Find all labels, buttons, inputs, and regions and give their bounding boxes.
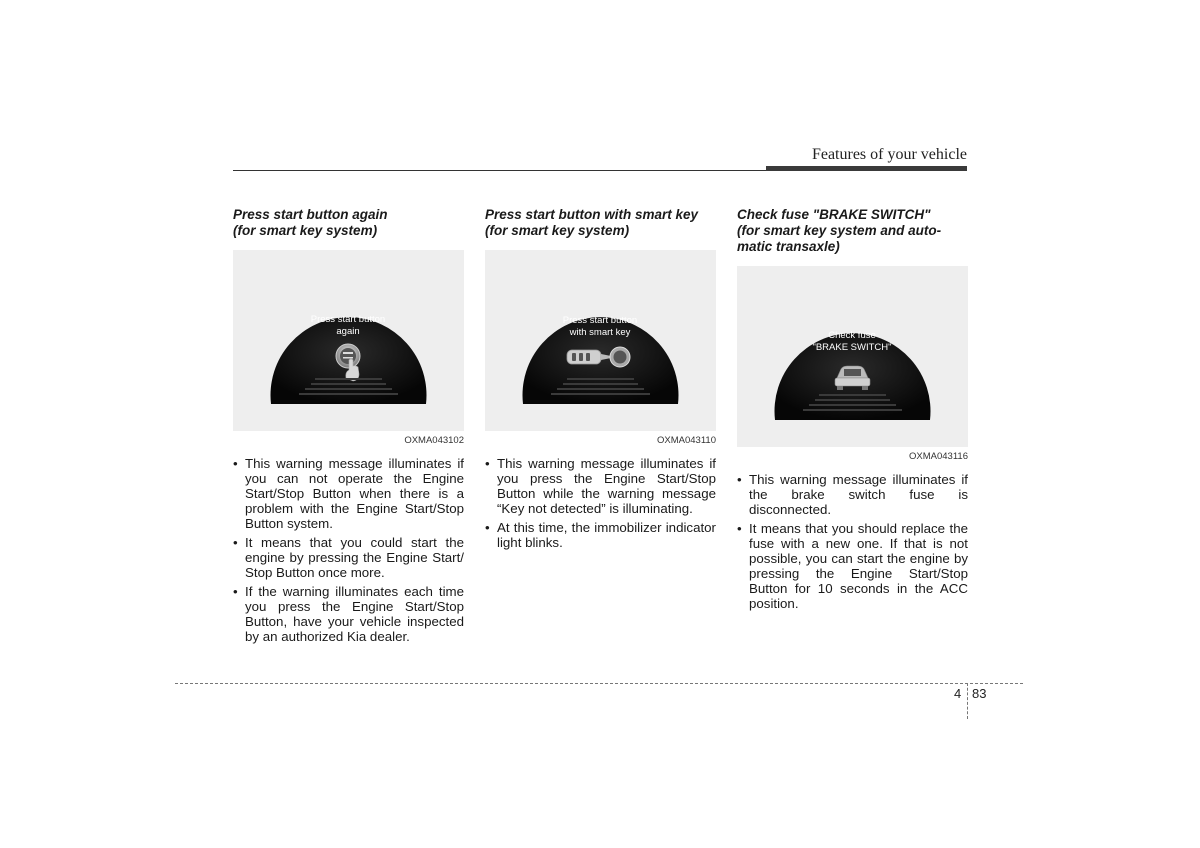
display-text-line: Press start button xyxy=(562,315,638,326)
bullet-item: • This warning message illuminates if you press the Engine Start/Stop Button while the warning message “Key not detected” is illuminating. xyxy=(485,456,716,516)
heading-line: (for smart key system) xyxy=(485,223,630,238)
footer-divider xyxy=(967,683,968,719)
bullet-list xyxy=(485,456,716,550)
page-number: 83 xyxy=(972,686,987,701)
section-press-start-button-with-smart-key xyxy=(485,207,716,554)
display-text-line: again xyxy=(336,326,360,337)
start-button-icon xyxy=(336,344,360,368)
section-check-fuse-brake-switch xyxy=(737,207,968,615)
section-press-start-button-again xyxy=(233,207,464,648)
section-heading xyxy=(737,207,968,255)
cluster-display-illustration xyxy=(233,250,464,431)
heading-line: (for smart key system and auto- xyxy=(737,223,942,238)
display-text-line: with smart key xyxy=(569,327,631,338)
heading-line: matic transaxle) xyxy=(737,239,840,254)
cluster-display-illustration xyxy=(485,250,716,431)
figure-code: OXMA043102 xyxy=(404,435,464,446)
footer-rule xyxy=(175,683,1023,684)
bullet-item: • At this time, the immobilizer indicator light blinks. xyxy=(485,520,716,550)
header-bar xyxy=(766,166,967,171)
cluster-display-figure xyxy=(233,250,464,431)
figure-code: OXMA043110 xyxy=(657,435,716,446)
bullet-item: • It means that you could start the engine by pressing the Engine Start/ Stop Button once more. xyxy=(233,535,464,580)
display-text-line: Check fuse xyxy=(828,330,876,341)
bullet-item: • It means that you should replace the fuse with a new one. If that is not possible, you can start the engine by pressing the Engine Start/Stop Button for 10 seconds in the ACC position. xyxy=(737,521,968,611)
heading-line: (for smart key system) xyxy=(233,223,378,238)
display-text-line: Press start button xyxy=(310,314,386,325)
bullet-item: • If the warning illuminates each time you press the Engine Start/Stop Button, have your vehicle inspected by an authorized Kia dealer. xyxy=(233,584,464,644)
bullet-list xyxy=(737,472,968,611)
display-text-line: "BRAKE SWITCH" xyxy=(812,342,892,353)
start-button-icon xyxy=(610,347,630,367)
heading-line: Press start button with smart key xyxy=(485,207,699,222)
cluster-display-figure xyxy=(737,266,968,447)
figure-code: OXMA043116 xyxy=(909,451,968,462)
bullet-list xyxy=(233,456,464,644)
section-heading xyxy=(233,207,464,239)
bullet-item: • This warning message illuminates if the brake switch fuse is disconnected. xyxy=(737,472,968,517)
heading-line: Press start button again xyxy=(233,207,388,222)
section-heading xyxy=(485,207,716,239)
running-header-title: Features of your vehicle xyxy=(811,146,967,163)
chapter-number: 4 xyxy=(954,686,962,701)
cluster-display-figure xyxy=(485,250,716,431)
bullet-item: • This warning message illuminates if you can not operate the Engine Start/Stop Button when there is a problem with the Engine Start/Stop Button system. xyxy=(233,456,464,531)
heading-line: Check fuse "BRAKE SWITCH" xyxy=(737,207,931,222)
cluster-display-illustration xyxy=(737,266,968,447)
